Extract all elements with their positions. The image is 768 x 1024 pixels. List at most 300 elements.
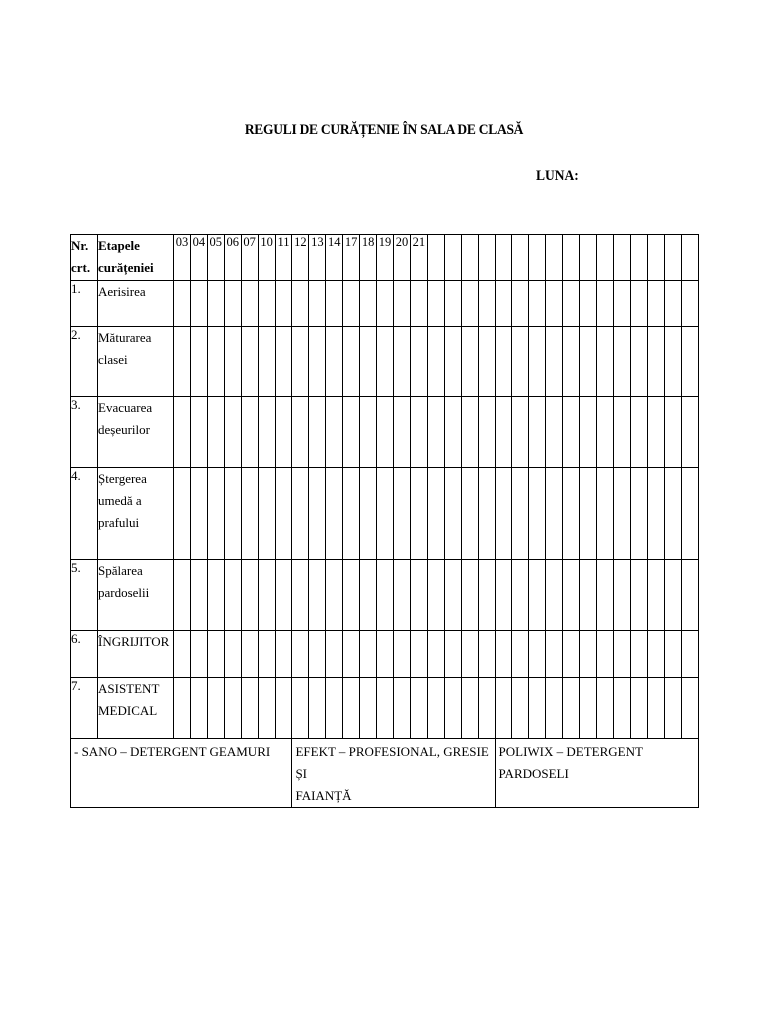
schedule-cell[interactable] — [377, 678, 394, 739]
schedule-cell[interactable] — [580, 468, 597, 560]
cleaning-schedule-table — [70, 234, 699, 808]
schedule-cell[interactable] — [190, 560, 207, 631]
table-row — [71, 327, 699, 397]
schedule-cell[interactable] — [647, 678, 664, 739]
row-step — [98, 560, 174, 631]
schedule-cell[interactable] — [512, 560, 529, 631]
day-header-cell — [495, 235, 512, 281]
schedule-cell[interactable] — [478, 281, 495, 327]
day-header-cell — [563, 235, 580, 281]
row-number: 7. — [71, 678, 98, 739]
schedule-cell[interactable] — [444, 468, 461, 560]
schedule-cell[interactable] — [478, 631, 495, 678]
schedule-cell[interactable] — [512, 468, 529, 560]
schedule-cell[interactable] — [478, 327, 495, 397]
schedule-cell[interactable] — [190, 631, 207, 678]
schedule-cell[interactable] — [393, 468, 410, 560]
schedule-cell[interactable] — [613, 631, 630, 678]
row-number: 1. — [71, 281, 98, 327]
schedule-cell[interactable] — [275, 631, 292, 678]
schedule-cell[interactable] — [427, 281, 444, 327]
schedule-cell[interactable] — [258, 281, 275, 327]
schedule-cell[interactable] — [174, 631, 191, 678]
schedule-cell[interactable] — [529, 631, 546, 678]
schedule-cell[interactable] — [444, 281, 461, 327]
schedule-cell[interactable] — [292, 631, 309, 678]
day-header-cell — [647, 235, 664, 281]
schedule-cell[interactable] — [647, 327, 664, 397]
day-header-cell: 19 — [377, 235, 394, 281]
footer-middle-line: FAIANȚĂ — [295, 788, 352, 803]
schedule-cell[interactable] — [410, 327, 427, 397]
day-header-cell: 13 — [309, 235, 326, 281]
schedule-cell[interactable] — [597, 327, 614, 397]
schedule-cell[interactable] — [529, 327, 546, 397]
schedule-cell[interactable] — [630, 631, 647, 678]
row-step — [98, 327, 174, 397]
schedule-cell[interactable] — [326, 281, 343, 327]
row-step — [98, 631, 174, 678]
schedule-cell[interactable] — [597, 397, 614, 468]
header-nr-line2: crt. — [71, 260, 91, 275]
schedule-cell[interactable] — [241, 327, 258, 397]
day-header-cell: 12 — [292, 235, 309, 281]
schedule-cell[interactable] — [613, 678, 630, 739]
schedule-cell[interactable] — [461, 281, 478, 327]
schedule-cell[interactable] — [613, 468, 630, 560]
schedule-cell[interactable] — [360, 468, 377, 560]
schedule-cell[interactable] — [444, 327, 461, 397]
schedule-cell[interactable] — [546, 281, 563, 327]
row-step-line: Măturarea — [98, 330, 152, 345]
schedule-cell[interactable] — [174, 397, 191, 468]
table-row — [71, 560, 699, 631]
schedule-cell[interactable] — [461, 560, 478, 631]
schedule-cell[interactable] — [461, 327, 478, 397]
schedule-cell[interactable] — [174, 468, 191, 560]
schedule-cell[interactable] — [664, 327, 681, 397]
row-step-line: Spălarea — [98, 563, 143, 578]
schedule-cell[interactable] — [681, 468, 698, 560]
schedule-cell[interactable] — [681, 560, 698, 631]
schedule-cell[interactable] — [258, 327, 275, 397]
schedule-cell[interactable] — [478, 397, 495, 468]
schedule-cell[interactable] — [681, 281, 698, 327]
schedule-cell[interactable] — [377, 327, 394, 397]
schedule-cell[interactable] — [326, 560, 343, 631]
schedule-cell[interactable] — [495, 468, 512, 560]
schedule-cell[interactable] — [190, 397, 207, 468]
schedule-cell[interactable] — [664, 281, 681, 327]
schedule-cell[interactable] — [410, 397, 427, 468]
schedule-cell[interactable] — [343, 560, 360, 631]
schedule-cell[interactable] — [258, 468, 275, 560]
schedule-cell[interactable] — [410, 468, 427, 560]
schedule-cell[interactable] — [393, 281, 410, 327]
schedule-cell[interactable] — [326, 678, 343, 739]
schedule-cell[interactable] — [427, 631, 444, 678]
row-number: 4. — [71, 468, 98, 560]
schedule-cell[interactable] — [563, 327, 580, 397]
day-header-cell: 10 — [258, 235, 275, 281]
schedule-cell[interactable] — [427, 560, 444, 631]
row-step — [98, 468, 174, 560]
schedule-cell[interactable] — [681, 397, 698, 468]
schedule-cell[interactable] — [444, 631, 461, 678]
schedule-cell[interactable] — [360, 560, 377, 631]
schedule-cell[interactable] — [664, 397, 681, 468]
row-number: 3. — [71, 397, 98, 468]
schedule-cell[interactable] — [224, 678, 241, 739]
schedule-cell[interactable] — [224, 281, 241, 327]
schedule-cell[interactable] — [343, 327, 360, 397]
day-header-cell — [427, 235, 444, 281]
table-row — [71, 281, 699, 327]
schedule-cell[interactable] — [410, 631, 427, 678]
row-step-line: pardoselii — [98, 585, 150, 600]
schedule-cell[interactable] — [563, 281, 580, 327]
table-row — [71, 678, 699, 739]
schedule-cell[interactable] — [580, 631, 597, 678]
row-step-line: ÎNGRIJITOR — [98, 634, 170, 649]
schedule-cell[interactable] — [647, 631, 664, 678]
header-nr-line1: Nr. — [71, 238, 89, 253]
day-header-cell: 18 — [360, 235, 377, 281]
schedule-cell[interactable] — [546, 397, 563, 468]
schedule-cell[interactable] — [360, 678, 377, 739]
schedule-cell[interactable] — [647, 560, 664, 631]
schedule-cell[interactable] — [664, 468, 681, 560]
schedule-cell[interactable] — [241, 397, 258, 468]
day-header-cell: 06 — [224, 235, 241, 281]
row-step-line: MEDICAL — [98, 703, 158, 718]
schedule-cell[interactable] — [630, 678, 647, 739]
footer-row — [71, 739, 699, 808]
day-header-cell — [461, 235, 478, 281]
schedule-cell[interactable] — [360, 631, 377, 678]
schedule-cell[interactable] — [461, 678, 478, 739]
schedule-cell[interactable] — [393, 631, 410, 678]
day-header-cell: 21 — [410, 235, 427, 281]
schedule-cell[interactable] — [580, 281, 597, 327]
day-header-cell — [597, 235, 614, 281]
schedule-cell[interactable] — [427, 678, 444, 739]
schedule-cell[interactable] — [529, 678, 546, 739]
day-header-cell: 17 — [343, 235, 360, 281]
schedule-cell[interactable] — [580, 678, 597, 739]
schedule-cell[interactable] — [190, 327, 207, 397]
schedule-cell[interactable] — [326, 397, 343, 468]
schedule-cell[interactable] — [309, 281, 326, 327]
schedule-cell[interactable] — [495, 678, 512, 739]
schedule-cell[interactable] — [309, 631, 326, 678]
day-header-cell: 04 — [190, 235, 207, 281]
schedule-cell[interactable] — [664, 678, 681, 739]
schedule-cell[interactable] — [207, 631, 224, 678]
schedule-cell[interactable] — [241, 468, 258, 560]
schedule-cell[interactable] — [512, 678, 529, 739]
row-number: 5. — [71, 560, 98, 631]
schedule-cell[interactable] — [326, 468, 343, 560]
schedule-cell[interactable] — [664, 560, 681, 631]
footer-right-line: POLIWIX – DETERGENT — [498, 744, 643, 759]
day-header-cell — [630, 235, 647, 281]
schedule-cell[interactable] — [613, 397, 630, 468]
schedule-cell[interactable] — [241, 560, 258, 631]
schedule-cell[interactable] — [597, 678, 614, 739]
schedule-cell[interactable] — [292, 468, 309, 560]
row-step-line: prafului — [98, 515, 140, 530]
schedule-cell[interactable] — [681, 327, 698, 397]
schedule-cell[interactable] — [630, 281, 647, 327]
schedule-cell[interactable] — [512, 397, 529, 468]
schedule-cell[interactable] — [613, 281, 630, 327]
schedule-cell[interactable] — [647, 281, 664, 327]
row-step-line: clasei — [98, 352, 128, 367]
schedule-cell[interactable] — [495, 281, 512, 327]
schedule-cell[interactable] — [377, 281, 394, 327]
schedule-cell[interactable] — [326, 631, 343, 678]
schedule-cell[interactable] — [461, 631, 478, 678]
row-step — [98, 678, 174, 739]
schedule-cell[interactable] — [427, 468, 444, 560]
schedule-cell[interactable] — [580, 397, 597, 468]
day-header-cell: 05 — [207, 235, 224, 281]
schedule-cell[interactable] — [241, 631, 258, 678]
schedule-cell[interactable] — [597, 468, 614, 560]
table-header-row — [71, 235, 699, 281]
schedule-cell[interactable] — [292, 327, 309, 397]
day-header-cell: 03 — [174, 235, 191, 281]
schedule-cell[interactable] — [512, 631, 529, 678]
schedule-cell[interactable] — [630, 397, 647, 468]
schedule-cell[interactable] — [360, 397, 377, 468]
row-step-line: Aerisirea — [98, 284, 146, 299]
schedule-cell[interactable] — [427, 397, 444, 468]
schedule-cell[interactable] — [309, 560, 326, 631]
schedule-cell[interactable] — [224, 631, 241, 678]
schedule-cell[interactable] — [292, 678, 309, 739]
day-header-cell — [613, 235, 630, 281]
schedule-cell[interactable] — [275, 327, 292, 397]
schedule-cell[interactable] — [563, 678, 580, 739]
schedule-cell[interactable] — [241, 678, 258, 739]
schedule-cell[interactable] — [275, 281, 292, 327]
schedule-cell[interactable] — [478, 468, 495, 560]
schedule-cell[interactable] — [478, 678, 495, 739]
day-header-cell — [681, 235, 698, 281]
day-header-cell — [444, 235, 461, 281]
schedule-cell[interactable] — [377, 397, 394, 468]
schedule-cell[interactable] — [174, 678, 191, 739]
schedule-cell[interactable] — [309, 678, 326, 739]
schedule-cell[interactable] — [258, 631, 275, 678]
row-step-line: Evacuarea — [98, 400, 153, 415]
day-header-cell: 20 — [393, 235, 410, 281]
schedule-cell[interactable] — [174, 281, 191, 327]
schedule-cell[interactable] — [529, 560, 546, 631]
schedule-cell[interactable] — [613, 560, 630, 631]
schedule-cell[interactable] — [495, 397, 512, 468]
schedule-cell[interactable] — [174, 560, 191, 631]
schedule-cell[interactable] — [343, 281, 360, 327]
schedule-cell[interactable] — [410, 678, 427, 739]
schedule-cell[interactable] — [377, 631, 394, 678]
table-row — [71, 468, 699, 560]
schedule-cell[interactable] — [647, 468, 664, 560]
header-step-line1: Etapele — [98, 238, 140, 253]
schedule-cell[interactable] — [309, 397, 326, 468]
schedule-cell[interactable] — [444, 678, 461, 739]
schedule-cell[interactable] — [207, 281, 224, 327]
schedule-cell[interactable] — [546, 468, 563, 560]
schedule-cell[interactable] — [597, 281, 614, 327]
schedule-cell[interactable] — [512, 327, 529, 397]
day-header-cell — [580, 235, 597, 281]
schedule-cell[interactable] — [613, 327, 630, 397]
table-row — [71, 631, 699, 678]
schedule-cell[interactable] — [630, 468, 647, 560]
schedule-cell[interactable] — [292, 281, 309, 327]
day-header-cell: 07 — [241, 235, 258, 281]
schedule-cell[interactable] — [190, 281, 207, 327]
row-step-line: umedă a — [98, 493, 142, 508]
schedule-cell[interactable] — [495, 560, 512, 631]
day-header-cell — [478, 235, 495, 281]
schedule-cell[interactable] — [207, 560, 224, 631]
page-title: REGULI DE CURĂȚENIE ÎN SALA DE CLASĂ — [244, 122, 524, 138]
schedule-cell[interactable] — [393, 560, 410, 631]
schedule-cell[interactable] — [174, 327, 191, 397]
schedule-cell[interactable] — [410, 560, 427, 631]
schedule-cell[interactable] — [393, 327, 410, 397]
schedule-cell[interactable] — [630, 560, 647, 631]
schedule-cell[interactable] — [207, 678, 224, 739]
schedule-cell[interactable] — [360, 281, 377, 327]
schedule-cell[interactable] — [207, 327, 224, 397]
schedule-cell[interactable] — [343, 631, 360, 678]
schedule-cell[interactable] — [343, 397, 360, 468]
schedule-cell[interactable] — [529, 468, 546, 560]
row-step — [98, 397, 174, 468]
schedule-cell[interactable] — [597, 560, 614, 631]
schedule-cell[interactable] — [563, 397, 580, 468]
schedule-cell[interactable] — [427, 327, 444, 397]
row-step-line: deșeurilor — [98, 422, 150, 437]
schedule-cell[interactable] — [563, 468, 580, 560]
schedule-cell[interactable] — [377, 560, 394, 631]
schedule-cell[interactable] — [309, 327, 326, 397]
row-number: 2. — [71, 327, 98, 397]
day-header-cell — [512, 235, 529, 281]
schedule-cell[interactable] — [529, 281, 546, 327]
schedule-cell[interactable] — [444, 397, 461, 468]
schedule-cell[interactable] — [546, 631, 563, 678]
schedule-cell[interactable] — [377, 468, 394, 560]
schedule-cell[interactable] — [563, 631, 580, 678]
footer-middle-line: EFEKT – PROFESIONAL, GRESIE ȘI — [295, 744, 489, 781]
schedule-cell[interactable] — [461, 468, 478, 560]
day-header-cell — [529, 235, 546, 281]
header-nr — [71, 235, 98, 281]
schedule-cell[interactable] — [258, 678, 275, 739]
schedule-cell[interactable] — [563, 560, 580, 631]
schedule-cell[interactable] — [224, 468, 241, 560]
schedule-cell[interactable] — [292, 397, 309, 468]
schedule-cell[interactable] — [546, 327, 563, 397]
header-step-line2: curățeniei — [98, 260, 154, 275]
schedule-cell[interactable] — [309, 468, 326, 560]
schedule-cell[interactable] — [190, 678, 207, 739]
schedule-cell[interactable] — [478, 560, 495, 631]
schedule-cell[interactable] — [207, 397, 224, 468]
schedule-cell[interactable] — [275, 560, 292, 631]
schedule-cell[interactable] — [546, 560, 563, 631]
schedule-cell[interactable] — [512, 281, 529, 327]
schedule-cell[interactable] — [326, 327, 343, 397]
schedule-cell[interactable] — [360, 327, 377, 397]
row-step-line: ASISTENT — [98, 681, 160, 696]
footer-left: - SANO – DETERGENT GEAMURI — [71, 739, 292, 808]
schedule-cell[interactable] — [258, 397, 275, 468]
schedule-cell[interactable] — [343, 678, 360, 739]
schedule-cell[interactable] — [681, 631, 698, 678]
schedule-cell[interactable] — [343, 468, 360, 560]
schedule-cell[interactable] — [275, 468, 292, 560]
schedule-cell[interactable] — [190, 468, 207, 560]
schedule-cell[interactable] — [224, 327, 241, 397]
row-step-line: Ștergerea — [98, 471, 147, 486]
schedule-cell[interactable] — [241, 281, 258, 327]
schedule-cell[interactable] — [495, 327, 512, 397]
schedule-cell[interactable] — [529, 397, 546, 468]
schedule-cell[interactable] — [292, 560, 309, 631]
day-header-cell — [546, 235, 563, 281]
footer-middle — [292, 739, 495, 808]
schedule-cell[interactable] — [444, 560, 461, 631]
footer-right — [495, 739, 698, 808]
schedule-cell[interactable] — [393, 397, 410, 468]
schedule-cell[interactable] — [461, 397, 478, 468]
schedule-cell[interactable] — [410, 281, 427, 327]
schedule-cell[interactable] — [207, 468, 224, 560]
day-header-cell: 14 — [326, 235, 343, 281]
schedule-cell[interactable] — [597, 631, 614, 678]
schedule-cell[interactable] — [275, 397, 292, 468]
header-step — [98, 235, 174, 281]
table-row — [71, 397, 699, 468]
schedule-cell[interactable] — [546, 678, 563, 739]
schedule-cell[interactable] — [580, 327, 597, 397]
row-number: 6. — [71, 631, 98, 678]
schedule-cell[interactable] — [630, 327, 647, 397]
schedule-cell[interactable] — [647, 397, 664, 468]
schedule-cell[interactable] — [275, 678, 292, 739]
schedule-cell[interactable] — [393, 678, 410, 739]
schedule-cell[interactable] — [580, 560, 597, 631]
schedule-cell[interactable] — [224, 560, 241, 631]
schedule-cell[interactable] — [224, 397, 241, 468]
schedule-cell[interactable] — [495, 631, 512, 678]
schedule-cell[interactable] — [258, 560, 275, 631]
footer-right-line: PARDOSELI — [498, 766, 569, 781]
row-step — [98, 281, 174, 327]
day-header-cell: 11 — [275, 235, 292, 281]
schedule-cell[interactable] — [681, 678, 698, 739]
schedule-cell[interactable] — [664, 631, 681, 678]
month-label: LUNA: — [536, 168, 579, 184]
day-header-cell — [664, 235, 681, 281]
